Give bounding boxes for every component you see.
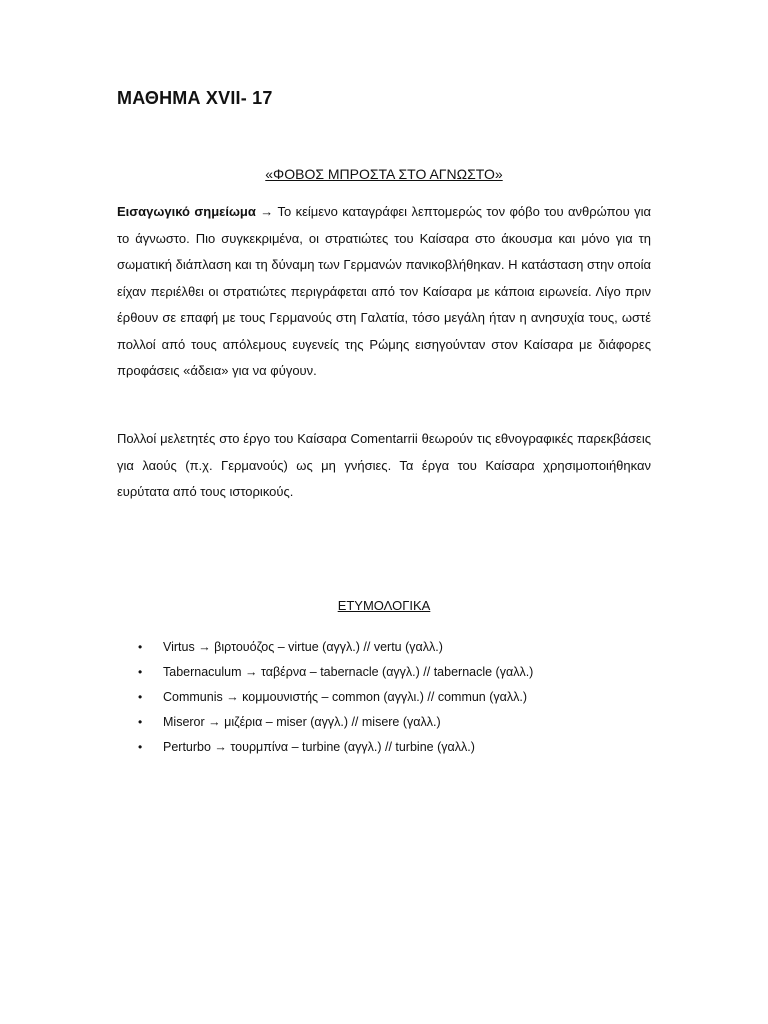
etymology-item-text: Virtus → βιρτουόζος – virtue (αγγλ.) // vertu (γαλλ.) [163,640,443,654]
text-subtitle: «ΦΟΒΟΣ ΜΠΡΟΣΤΑ ΣΤΟ ΑΓΝΩΣΤΟ» [265,166,503,182]
intro-body: Το κείμενο καταγράφει λεπτομερώς τον φόβο του ανθρώπου για το άγνωστο. Πιο συγκεκριμένα, οι στρατιώτες του Καίσαρα στο άκουσμα και μόνο για τη σωματική διάπλαση και τη δύναμη των Γερμανών πανικοβλήθηκαν. Η κατάσταση στην οποία είχαν περιέλθει οι στρατιώτες περιγράφεται από τον Καίσαρα με κάποια ειρωνεία. Λίγο πριν έρθουν σε επαφή με τους Γερμανούς στη Γαλατία, τόσο μεγάλη ήταν η ανησυχία τους, ωστέ πολλοί από τους απόλεμους ευγενείς της Ρώμης εισηγούνταν στον Καίσαρα με διάφορες προφάσεις «άδεια» για να φύγουν. [117,204,652,378]
bullet-icon: • [138,665,143,679]
bullet-icon: • [138,640,143,654]
etymology-item-text: Tabernaculum → ταβέρνα – tabernacle (αγγλ.) // tabernacle (γαλλ.) [163,665,534,679]
intro-paragraph [117,199,651,385]
intro-lead: Εισαγωγικό σημείωμα → [117,204,274,219]
etymology-item-text: Miseror → μιζέρια – miser (αγγλ.) // misere (γαλλ.) [163,715,441,729]
bullet-icon: • [138,690,143,704]
lesson-title: ΜΑΘΗΜΑ XVII- 17 [117,88,273,108]
scholars-paragraph: Πολλοί μελετητές στο έργο του Καίσαρα Comentarrii θεωρούν τις εθνογραφικές παρεκβάσεις για λαούς (π.χ. Γερμανούς) ως μη γνήσιες. Τα έργα του Καίσαρα χρησιμοποιήθηκαν ευρύτατα από τους ιστορικούς. [117,431,651,499]
etymology-item-text: Perturbo → τουρμπίνα – turbine (αγγλ.) // turbine (γαλλ.) [163,740,475,754]
etymology-item-text: Communis → κομμουνιστής – common (αγγλι.) // commun (γαλλ.) [163,690,528,704]
bullet-icon: • [138,715,143,729]
bullet-icon: • [138,740,143,754]
etymology-heading: ΕΤΥΜΟΛΟΓΙΚΑ [337,598,431,613]
